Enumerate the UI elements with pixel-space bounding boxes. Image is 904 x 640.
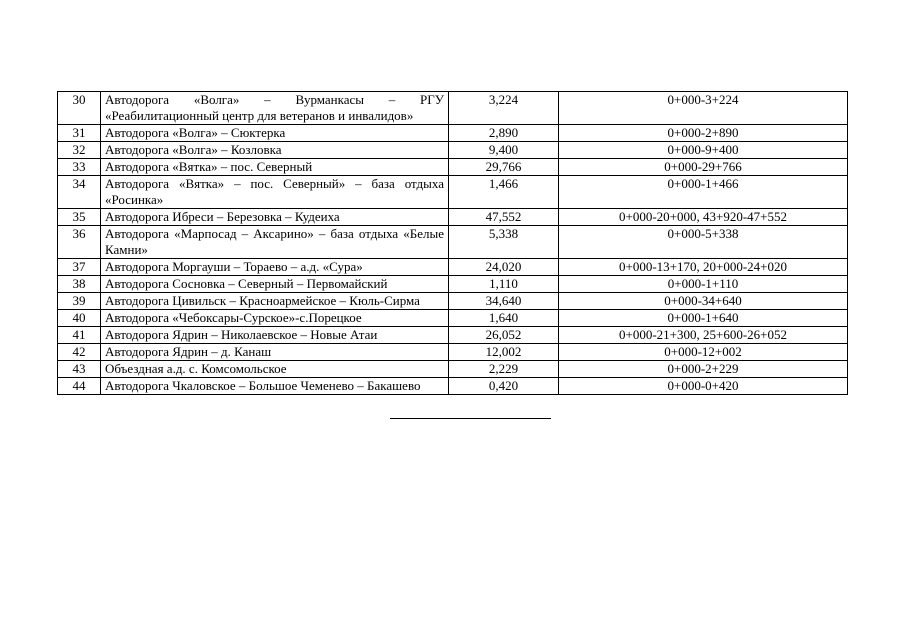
table-row (58, 327, 848, 344)
road-length: 1,466 (449, 176, 559, 209)
road-segment: 0+000-9+400 (559, 142, 848, 159)
road-name: Автодорога Цивильск – Красноармейское – Кюль-Сирма (101, 293, 449, 310)
road-length: 5,338 (449, 226, 559, 259)
row-number: 33 (58, 159, 101, 176)
table-row (58, 310, 848, 327)
table-row (58, 209, 848, 226)
row-number: 37 (58, 259, 101, 276)
road-segment: 0+000-0+420 (559, 378, 848, 395)
row-number: 30 (58, 92, 101, 125)
row-number: 39 (58, 293, 101, 310)
road-name: Автодорога «Марпосад – Аксарино» – база отдыха «Белые Камни» (101, 226, 449, 259)
table-row (58, 159, 848, 176)
row-number: 43 (58, 361, 101, 378)
road-segment: 0+000-21+300, 25+600-26+052 (559, 327, 848, 344)
road-name: Объездная а.д. с. Комсомольское (101, 361, 449, 378)
row-number: 41 (58, 327, 101, 344)
road-length: 0,420 (449, 378, 559, 395)
road-length: 26,052 (449, 327, 559, 344)
road-segment: 0+000-20+000, 43+920-47+552 (559, 209, 848, 226)
road-segment: 0+000-13+170, 20+000-24+020 (559, 259, 848, 276)
table-row (58, 259, 848, 276)
table-row (58, 176, 848, 209)
roads-table (57, 91, 848, 395)
table-row (58, 125, 848, 142)
road-length: 3,224 (449, 92, 559, 125)
road-length: 29,766 (449, 159, 559, 176)
road-name: Автодорога «Волга» – Сюктерка (101, 125, 449, 142)
road-segment: 0+000-1+466 (559, 176, 848, 209)
road-segment: 0+000-3+224 (559, 92, 848, 125)
road-segment: 0+000-2+229 (559, 361, 848, 378)
road-name: Автодорога «Волга» – Козловка (101, 142, 449, 159)
road-segment: 0+000-1+110 (559, 276, 848, 293)
road-name: Автодорога «Чебоксары-Сурское»-с.Порецкое (101, 310, 449, 327)
road-name: Автодорога Ибреси – Березовка – Кудеиха (101, 209, 449, 226)
table-row (58, 361, 848, 378)
table-row (58, 344, 848, 361)
row-number: 31 (58, 125, 101, 142)
road-length: 1,110 (449, 276, 559, 293)
row-number: 38 (58, 276, 101, 293)
road-length: 24,020 (449, 259, 559, 276)
table-row (58, 226, 848, 259)
road-name: Автодорога Сосновка – Северный – Первомайский (101, 276, 449, 293)
row-number: 32 (58, 142, 101, 159)
row-number: 42 (58, 344, 101, 361)
table-row (58, 276, 848, 293)
table-row (58, 92, 848, 125)
row-number: 34 (58, 176, 101, 209)
road-length: 34,640 (449, 293, 559, 310)
road-name: Автодорога Ядрин – д. Канаш (101, 344, 449, 361)
table-row (58, 378, 848, 395)
road-name: Автодорога Чкаловское – Большое Чеменево – Бакашево (101, 378, 449, 395)
row-number: 40 (58, 310, 101, 327)
road-segment: 0+000-34+640 (559, 293, 848, 310)
road-length: 47,552 (449, 209, 559, 226)
road-segment: 0+000-1+640 (559, 310, 848, 327)
table-row (58, 142, 848, 159)
road-name: Автодорога «Волга» – Вурманкасы – РГУ «Реабилитационный центр для ветеранов и инвалидов» (101, 92, 449, 125)
road-name: Автодорога «Вятка» – пос. Северный (101, 159, 449, 176)
table-row (58, 293, 848, 310)
road-segment: 0+000-29+766 (559, 159, 848, 176)
end-divider (390, 418, 551, 419)
road-length: 12,002 (449, 344, 559, 361)
road-length: 9,400 (449, 142, 559, 159)
row-number: 36 (58, 226, 101, 259)
road-length: 2,890 (449, 125, 559, 142)
road-length: 1,640 (449, 310, 559, 327)
road-segment: 0+000-2+890 (559, 125, 848, 142)
road-name: Автодорога «Вятка» – пос. Северный» – база отдыха «Росинка» (101, 176, 449, 209)
road-segment: 0+000-5+338 (559, 226, 848, 259)
road-length: 2,229 (449, 361, 559, 378)
road-name: Автодорога Моргауши – Тораево – а.д. «Сура» (101, 259, 449, 276)
row-number: 44 (58, 378, 101, 395)
row-number: 35 (58, 209, 101, 226)
road-segment: 0+000-12+002 (559, 344, 848, 361)
road-name: Автодорога Ядрин – Николаевское – Новые Атаи (101, 327, 449, 344)
